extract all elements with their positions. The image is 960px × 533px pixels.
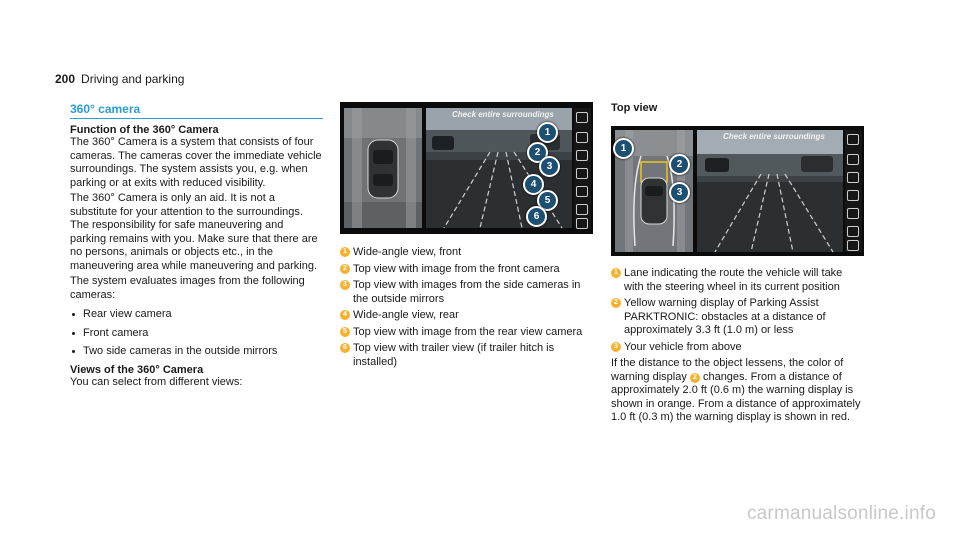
top-view-legend	[611, 267, 863, 354]
callout-3: 3	[669, 182, 690, 203]
watermark: carmanualsonline.info	[746, 503, 936, 524]
top-view-banner: Check entire surroundings	[723, 132, 825, 141]
side-view-icon[interactable]	[847, 190, 859, 201]
trailer-view-icon[interactable]	[576, 218, 588, 229]
inline-number: 2	[690, 373, 700, 383]
views-text: You can select from different views:	[70, 375, 243, 388]
camera-view-icon[interactable]	[847, 134, 859, 145]
section-rule	[70, 118, 323, 119]
legend-item: 1 Wide-angle view, front	[340, 246, 592, 260]
list-item: Two side cameras in the outside mirrors	[70, 345, 322, 359]
side-view-icon[interactable]	[576, 168, 588, 179]
legend-item: 3 Top view with images from the side cameras in the outside mirrors	[340, 279, 592, 306]
rear-top-icon[interactable]	[576, 204, 588, 215]
legend-item: 1 Lane indicating the route the vehicle will take with the steering wheel in its current position	[611, 267, 863, 294]
camera-view-icon[interactable]	[576, 112, 588, 123]
list-item: Front camera	[70, 327, 322, 341]
page-number: 200	[55, 72, 76, 86]
section-title: 360° camera	[70, 102, 141, 116]
legend-number: 3	[340, 280, 350, 290]
callout-6: 6	[526, 206, 547, 227]
distance-paragraph: If the distance to the object lessens, the color of warning display 2 changes. From a distance of approximately 2.0 ft (0.6 m) the warning display is shown in orange. From a distance of approximately 1.0 ft (0.3 m) the warning display is shown in red.	[611, 357, 861, 423]
top-view-icon[interactable]	[847, 172, 859, 183]
camera-list	[70, 308, 322, 359]
legend-number: 1	[340, 247, 350, 257]
legend-item: 4 Wide-angle view, rear	[340, 309, 592, 323]
top-view-text-block	[611, 267, 863, 425]
page-header	[55, 72, 184, 86]
views-legend	[340, 246, 592, 372]
legend-item: 2 Top view with image from the front camera	[340, 263, 592, 277]
list-item: Rear view camera	[70, 308, 322, 322]
legend-item: 2 Yellow warning display of Parking Assist PARKTRONIC: obstacles at a distance of approximately 3.3 ft (1.0 m) or less	[611, 297, 863, 338]
function-para-1: The 360° Camera is a system that consists of four cameras. The cameras cover the immediate vehicle surroundings. The system assists you, e.g. when parking or at exits with reduced visibility.	[70, 136, 322, 189]
rear-wide-icon[interactable]	[847, 208, 859, 219]
rear-top-icon[interactable]	[847, 226, 859, 237]
top-view-heading: Top view	[611, 102, 658, 114]
callout-1: 1	[537, 122, 558, 143]
function-heading: Function of the 360° Camera	[70, 124, 219, 136]
callout-2: 2	[669, 154, 690, 175]
front-view-icon[interactable]	[847, 154, 859, 165]
legend-number: 3	[611, 342, 621, 352]
top-view-icon[interactable]	[576, 150, 588, 161]
legend-number: 6	[340, 343, 350, 353]
callout-5: 5	[537, 190, 558, 211]
legend-number: 2	[340, 264, 350, 274]
camera-banner: Check entire surroundings	[452, 110, 554, 119]
trailer-view-icon[interactable]	[847, 240, 859, 251]
legend-item: 6 Top view with trailer view (if trailer hitch is installed)	[340, 342, 592, 369]
camera-screen-top-view	[611, 126, 864, 256]
top-view-screen-image	[611, 126, 864, 256]
views-heading: Views of the 360° Camera	[70, 363, 204, 376]
chapter-title: Driving and parking	[81, 72, 185, 86]
legend-item: 3 Your vehicle from above	[611, 341, 863, 355]
front-view-icon[interactable]	[576, 132, 588, 143]
legend-item: 5 Top view with image from the rear view camera	[340, 326, 592, 340]
legend-number: 4	[340, 310, 350, 320]
legend-number: 5	[340, 327, 350, 337]
legend-number: 2	[611, 298, 621, 308]
function-block	[70, 124, 322, 389]
rear-wide-icon[interactable]	[576, 186, 588, 197]
function-para-3: The system evaluates images from the following cameras:	[70, 275, 305, 301]
callout-2: 2	[527, 142, 548, 163]
camera-screen-views	[340, 102, 593, 234]
function-para-2: The 360° Camera is only an aid. It is not a substitute for your attention to the surroundings. The responsibility for safe maneuvering and parking remains with you. Make sure that there are no persons, animals or objects etc., in the maneuvering area while maneuvering and parking.	[70, 192, 318, 272]
callout-3: 3	[539, 156, 560, 177]
legend-number: 1	[611, 268, 621, 278]
callout-1: 1	[613, 138, 634, 159]
callout-4: 4	[523, 174, 544, 195]
